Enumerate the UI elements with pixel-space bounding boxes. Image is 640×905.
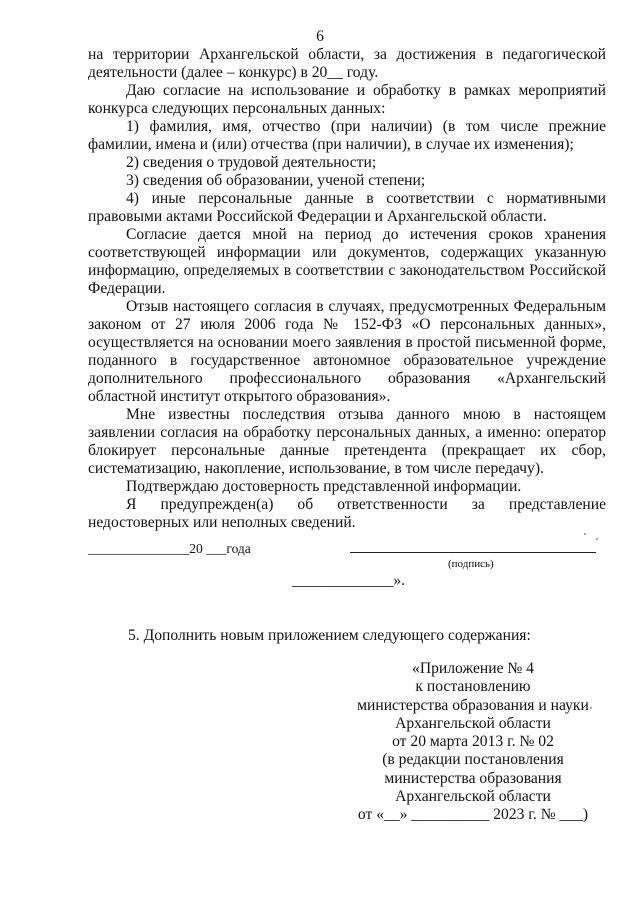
- appendix-line: Архангельской области: [395, 788, 551, 806]
- scan-speck: [584, 533, 586, 535]
- appendix-header: [348, 660, 598, 825]
- appendix-line: Архангельской области: [395, 714, 551, 732]
- paragraph-warning: Я предупрежден(а) об ответственности за представление недостоверных или неполных сведений.: [88, 496, 606, 531]
- appendix-line: министерства образования и науки: [357, 696, 589, 714]
- closing-line: _____________».: [292, 572, 406, 589]
- appendix-line: министерства образования: [384, 769, 562, 787]
- appendix-line: «Приложение № 4: [412, 660, 534, 677]
- appendix-line: от «__» __________ 2023 г. № ___): [357, 806, 589, 824]
- paragraph-period: Согласие дается мной на период до истечения сроков хранения соответствующей информации или документов, содержащих указанную информацию, определяемых в соответствии с законодательством Российской Федерации.: [88, 226, 606, 297]
- paragraph-consent: Даю согласие на использование и обработку в рамках мероприятий конкурса следующих персональных данных:: [88, 82, 606, 117]
- appendix-line: от 20 марта 2013 г. № 02: [392, 733, 554, 751]
- date-blank: _______________20 ___года: [88, 541, 251, 556]
- paragraph-consequences: Мне известны последствия отзыва данного мною в настоящем заявлении согласия на обработку персональных данных, а именно: оператор блокирует персональные данные претендента (прекращает их сбор, систематизацию, накопление, использование, в том числе передачу).: [88, 406, 606, 477]
- paragraph-revocation: Отзыв настоящего согласия в случаях, предусмотренных Федеральным законом от 27 июля 2006 года № 152-ФЗ «О персональных данных», осуществляется на основании моего заявления в простой письменной форме, поданного в государственное автономное образовательное учреждение дополнительного профессионального образования «Архангельский областной институт открытого образования».: [88, 298, 606, 405]
- signature-line: [350, 552, 596, 553]
- scan-speck: [590, 707, 592, 709]
- scan-speck: [596, 538, 598, 540]
- list-item-name: 1) фамилия, имя, отчество (при наличии) (в том числе прежние фамилии, имена и (или) отчества (при наличии), в случае их изменения);: [88, 118, 606, 153]
- signature-row: [88, 540, 606, 574]
- paragraph-confirm: Подтверждаю достоверность представленной информации.: [126, 478, 522, 495]
- paragraph-intro: на территории Архангельской области, за достижения в педагогической деятельности (далее – конкурс) в 20__ году.: [88, 46, 606, 81]
- consent-text: [88, 46, 606, 532]
- signature-caption: (подпись): [448, 558, 494, 570]
- list-item-work: 2) сведения о трудовой деятельности;: [126, 154, 377, 171]
- appendix-line: к постановлению: [415, 678, 531, 696]
- appendix-line: (в редакции постановления: [382, 751, 564, 769]
- list-item-education: 3) сведения об образовании, ученой степени;: [126, 172, 426, 189]
- list-item-other: 4) иные персональные данные в соответствии с нормативными правовыми актами Российской Федерации и Архангельской области.: [88, 190, 606, 225]
- item-5: 5. Дополнить новым приложением следующего содержания:: [128, 627, 531, 644]
- page-number: 6: [316, 28, 324, 45]
